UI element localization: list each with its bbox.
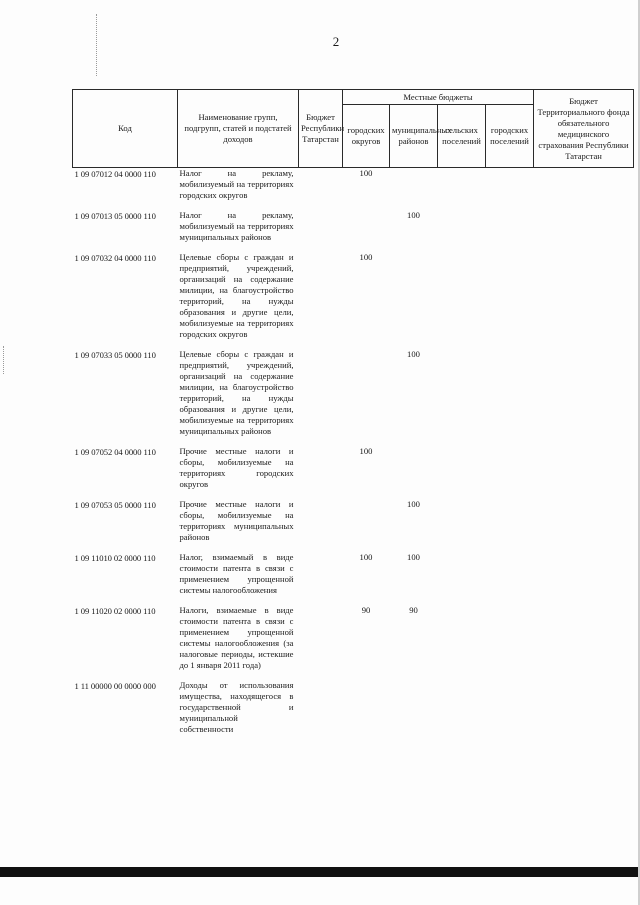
header-republic-budget: Бюджет Республики Татарстан xyxy=(299,90,343,168)
cell-name: Налог на рекламу, мобилизуемый на территориях муниципальных районов xyxy=(179,210,294,242)
table-header xyxy=(73,90,634,168)
header-urban-districts: городских округов xyxy=(343,105,390,168)
table-row xyxy=(73,605,634,680)
cell-town xyxy=(486,499,534,552)
cell-code: 1 09 07013 05 0000 110 xyxy=(74,211,156,221)
cell-code: 1 09 07052 04 0000 110 xyxy=(74,447,156,457)
cell-town xyxy=(486,210,534,252)
cell-name: Доходы от использования имущества, находящегося в государственной и муниципальной собственности xyxy=(179,680,294,734)
cell-town xyxy=(486,605,534,680)
header-municipal-districts: муниципальных районов xyxy=(390,105,438,168)
header-name: Наименование групп, подгрупп, статей и подстатей доходов xyxy=(178,90,299,168)
cell-rural xyxy=(438,499,486,552)
cell-code: 1 09 11020 02 0000 110 xyxy=(74,606,156,616)
cell-fund xyxy=(534,499,634,552)
cell-urban xyxy=(343,499,390,552)
cell-municipal: 100 xyxy=(407,349,420,359)
cell-fund xyxy=(534,680,634,744)
scan-bottom-band xyxy=(0,867,640,877)
cell-urban: 100 xyxy=(359,552,373,562)
cell-rural xyxy=(438,168,486,211)
cell-fund xyxy=(534,605,634,680)
cell-republic xyxy=(299,605,343,680)
cell-urban: 100 xyxy=(359,168,373,178)
cell-name: Налоги, взимаемые в виде стоимости патента в связи с применением упрощенной системы налогообложения (за налоговые периоды, истекшие до 1 января 2011 года) xyxy=(179,605,294,670)
cell-republic xyxy=(299,168,343,211)
cell-republic xyxy=(299,552,343,605)
cell-urban: 100 xyxy=(359,252,373,262)
cell-municipal: 100 xyxy=(407,552,420,562)
cell-town xyxy=(486,349,534,446)
cell-name: Налог, взимаемый в виде стоимости патента в связи с применением упрощенной системы налогообложения xyxy=(179,552,294,595)
cell-code: 1 09 11010 02 0000 110 xyxy=(74,553,156,563)
cell-code: 1 09 07012 04 0000 110 xyxy=(74,169,156,179)
cell-rural xyxy=(438,252,486,349)
cell-fund xyxy=(534,252,634,349)
table-row xyxy=(73,499,634,552)
cell-name: Прочие местные налоги и сборы, мобилизуемые на территориях муниципальных районов xyxy=(179,499,294,542)
cell-republic xyxy=(299,349,343,446)
header-local-budgets: Местные бюджеты xyxy=(343,90,534,105)
cell-name: Целевые сборы с граждан и предприятий, учреждений, организаций на содержание милиции, на благоустройство территорий, на нужды образования и другие цели, мобилизуемые на территориях городских округов xyxy=(179,252,294,339)
cell-town xyxy=(486,446,534,499)
table-row xyxy=(73,252,634,349)
table-row xyxy=(73,446,634,499)
cell-municipal: 90 xyxy=(409,605,418,615)
cell-republic xyxy=(299,499,343,552)
cell-municipal: 100 xyxy=(407,499,420,509)
cell-rural xyxy=(438,446,486,499)
cell-rural xyxy=(438,680,486,744)
cell-municipal xyxy=(390,252,438,349)
cell-name: Налог на рекламу, мобилизуемый на территориях городских округов xyxy=(179,168,294,200)
table-body xyxy=(73,168,634,745)
cell-municipal: 100 xyxy=(407,210,420,220)
cell-town xyxy=(486,252,534,349)
cell-urban xyxy=(343,210,390,252)
scan-mark xyxy=(96,14,97,76)
cell-name: Прочие местные налоги и сборы, мобилизуемые на территориях городских округов xyxy=(179,446,294,489)
cell-town xyxy=(486,168,534,211)
page-number: 2 xyxy=(332,34,340,49)
cell-code: 1 11 00000 00 0000 000 xyxy=(74,681,156,691)
header-town-settlements: городских поселений xyxy=(486,105,534,168)
cell-fund xyxy=(534,210,634,252)
cell-urban xyxy=(343,680,390,744)
cell-town xyxy=(486,552,534,605)
table-row xyxy=(73,168,634,211)
cell-name: Целевые сборы с граждан и предприятий, учреждений, организаций на содержание милиции, на благоустройство территорий, на нужды образования и другие цели, мобилизуемые на территориях муниципальных районов xyxy=(179,349,294,436)
cell-code: 1 09 07053 05 0000 110 xyxy=(74,500,156,510)
cell-urban xyxy=(343,349,390,446)
header-rural-settlements: сельских поселений xyxy=(438,105,486,168)
table-row xyxy=(73,680,634,744)
table-row xyxy=(73,349,634,446)
cell-town xyxy=(486,680,534,744)
cell-republic xyxy=(299,446,343,499)
cell-fund xyxy=(534,446,634,499)
table-row xyxy=(73,552,634,605)
table-row xyxy=(73,210,634,252)
cell-rural xyxy=(438,552,486,605)
cell-fund xyxy=(534,552,634,605)
cell-code: 1 09 07033 05 0000 110 xyxy=(74,350,156,360)
cell-rural xyxy=(438,605,486,680)
cell-republic xyxy=(299,252,343,349)
cell-republic xyxy=(299,210,343,252)
cell-fund xyxy=(534,168,634,211)
cell-fund xyxy=(534,349,634,446)
cell-rural xyxy=(438,349,486,446)
cell-republic xyxy=(299,680,343,744)
cell-code: 1 09 07032 04 0000 110 xyxy=(74,253,156,263)
header-code: Код xyxy=(73,90,178,168)
cell-urban: 90 xyxy=(361,605,371,615)
cell-rural xyxy=(438,210,486,252)
revenue-distribution-table xyxy=(72,89,634,744)
scan-mark xyxy=(3,346,4,374)
cell-municipal xyxy=(390,168,438,211)
cell-municipal xyxy=(390,446,438,499)
header-fund-budget: Бюджет Территориального фонда обязательного медицинского страхования Республики Татарстан xyxy=(534,90,634,168)
cell-municipal xyxy=(390,680,438,744)
cell-urban: 100 xyxy=(359,446,373,456)
